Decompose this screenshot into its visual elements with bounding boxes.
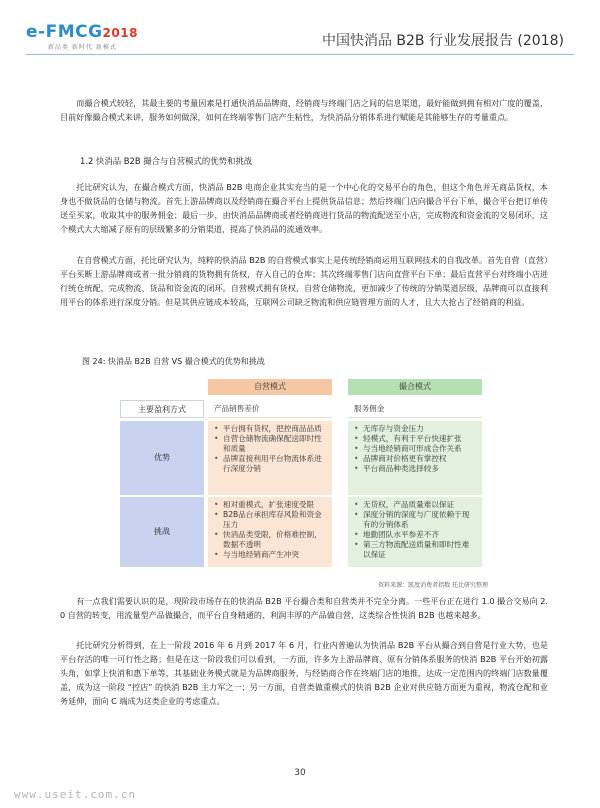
list-item: • 轻模式，有利于平台快速扩张 — [354, 434, 476, 444]
column-header-self-operated: 自营模式 — [208, 379, 332, 395]
paragraph-2: 托比研究认为，在撮合模式方面，快消品 B2B 电商企业其实充当的是一个中心化的交易平台的角色，但这个角色并无商品货权，本身也不做货品的仓储与物流。首先上游品牌商以及经销商在撮合平台上提供货品信息；然后终端门店向撮合平台下单，撮合平台把订单传送至买家，收取其中的服务佣金；最后一步，由快消品品牌商或者经销商进行货品的物流配送至小店，完成物流和资金流的交易闭环，这个模式大大缩减了原有的层级繁多的分销渠道，提高了快消品的流通效率。 — [60, 182, 548, 234]
logo-text: e-FMCG2018 — [26, 22, 138, 42]
cell-own-advantages — [208, 421, 332, 495]
row-label-profit-model: 主要盈利方式 — [120, 400, 204, 418]
comparison-table — [120, 372, 490, 576]
cell-mkt-challenges — [348, 497, 482, 567]
site-watermark: www.useit.com.cn — [14, 788, 136, 801]
list-item: • 平台商品种类选择较多 — [354, 464, 476, 474]
figure-caption: 图 24: 快消品 B2B 自营 VS 撮合模式的优势和挑战 — [82, 357, 265, 366]
list-item: • 自营仓储物流确保配送即时性和质量 — [214, 434, 326, 454]
logo-tagline: 新品类 新时代 新模式 — [48, 44, 117, 51]
page-number: 30 — [294, 768, 306, 778]
list-item: • 相对重模式，扩张速度受限 — [214, 500, 326, 510]
list-item: • B2B品台承担库存风险和资金压力 — [214, 510, 326, 530]
column-header-marketplace: 撮合模式 — [348, 379, 482, 395]
list-item: • 快消品类受限，价格难控制，数据不透明 — [214, 530, 326, 550]
paragraph-4: 有一点我们需要认识的是，现阶段市场存在的快消品 B2B 平台撮合类和自营类并不完全分离。一些平台正在进行 1.0 撮合交易向 2.0 自营的转变，用流量型产品做撮合，而平台自身精通的、利润丰厚的产品做自营，这类综合性快消 B2B 也越来越多。 — [60, 596, 548, 620]
list-item: • 无货权，产品质量难以保证 — [354, 500, 476, 510]
row-label-challenges: 挑战 — [120, 497, 204, 567]
efmcg-logo — [26, 22, 156, 54]
cell-own-challenges — [208, 497, 332, 567]
paragraph-5: 托比研究分析得到，在上一阶段 2016 年 6 月到 2017 年 6 月，行业内普遍认为快消品 B2B 平台从撮合到自营是行业大势，也是平台存活的唯一可行性之路；但是在这一阶段我们可以看到，一方面，许多为上游品牌商、原有分销体系服务的快消 B2B 平台开始初露头角，如掌上快消和惠下单等，其基础业务模式就是为品牌商服务，与经销商合作在终端门店的地推，达成一定范围内的终端门店数量覆盖，成为这一阶段 “控店” 的快消 B2B 主力军之一；另一方面，自营类做重模式的快消 B2B 企业对供应链方面更为重视，物流仓配和业务延伸，面向 C 端成为这类企业的考虑重点。 — [60, 640, 548, 706]
list-item: • 品牌直接利用平台物流体系进行深度分销 — [214, 454, 326, 474]
page-header — [0, 0, 600, 60]
row-label-advantages: 优势 — [120, 421, 204, 495]
list-item: • 平台拥有货权，把控商品品质 — [214, 424, 326, 434]
list-item: • 深度分销的深度与广度依赖于现有的分销体系 — [354, 510, 476, 530]
list-item: • 第三方物流配送质量和即时性难以保证 — [354, 540, 476, 560]
list-item: • 品牌商对价格更有掌控权 — [354, 454, 476, 464]
paragraph-3: 在自营模式方面，托比研究认为，纯粹的快消品 B2B 的自营模式事实上是传统经销商运用互联网技术的自我改革。首先自营（直营）平台买断上游品牌商或者一批分销商的货物拥有货权，存入自己的仓库；其次终端零售门店向直营平台下单；最后直营平台对终端小店进行统仓统配，完成物流、货品和资金流的闭环。自营模式拥有货权，自营仓储物流，更加减少了传统的分销渠道层级，品牌商可以直接利用平台的体系进行深度分销。但是其供应链成本较高，互联网公司缺乏物流和供应链管理方面的人才，且大大抢占了经销商的利益。 — [60, 255, 548, 307]
cell-own-profit: 产品销售差价 — [208, 400, 332, 418]
cell-mkt-advantages — [348, 421, 482, 495]
cell-mkt-profit: 服务佣金 — [348, 400, 482, 418]
list-item: • 无库存与资金压力 — [354, 424, 476, 434]
list-item: • 与当地经销商产生冲突 — [214, 550, 326, 560]
paragraph-1: 而撮合模式较轻，其最主要的考量因素是打通快消品品牌商、经销商与终端门店之间的信息渠道，最好能做到拥有相对广度的覆盖，目前好像撮合模式来讲，服务如何做深，如何在终端零售门店产生粘性，为快消品分销体系进行赋能是其能够生存的考量重点。 — [60, 98, 548, 122]
report-title: 中国快消品 B2B 行业发展报告 (2018) — [321, 33, 564, 49]
list-item: • 地勤团队水平参差不齐 — [354, 530, 476, 540]
section-heading-1-2: 1.2 快消品 B2B 撮合与自营模式的优势和挑战 — [80, 156, 253, 166]
list-item: • 与当地经销商可形成合作关系 — [354, 444, 476, 454]
header-divider — [26, 54, 574, 55]
figure-source: 资料来源：凯度消费者指数 托比研究整理 — [378, 582, 488, 589]
